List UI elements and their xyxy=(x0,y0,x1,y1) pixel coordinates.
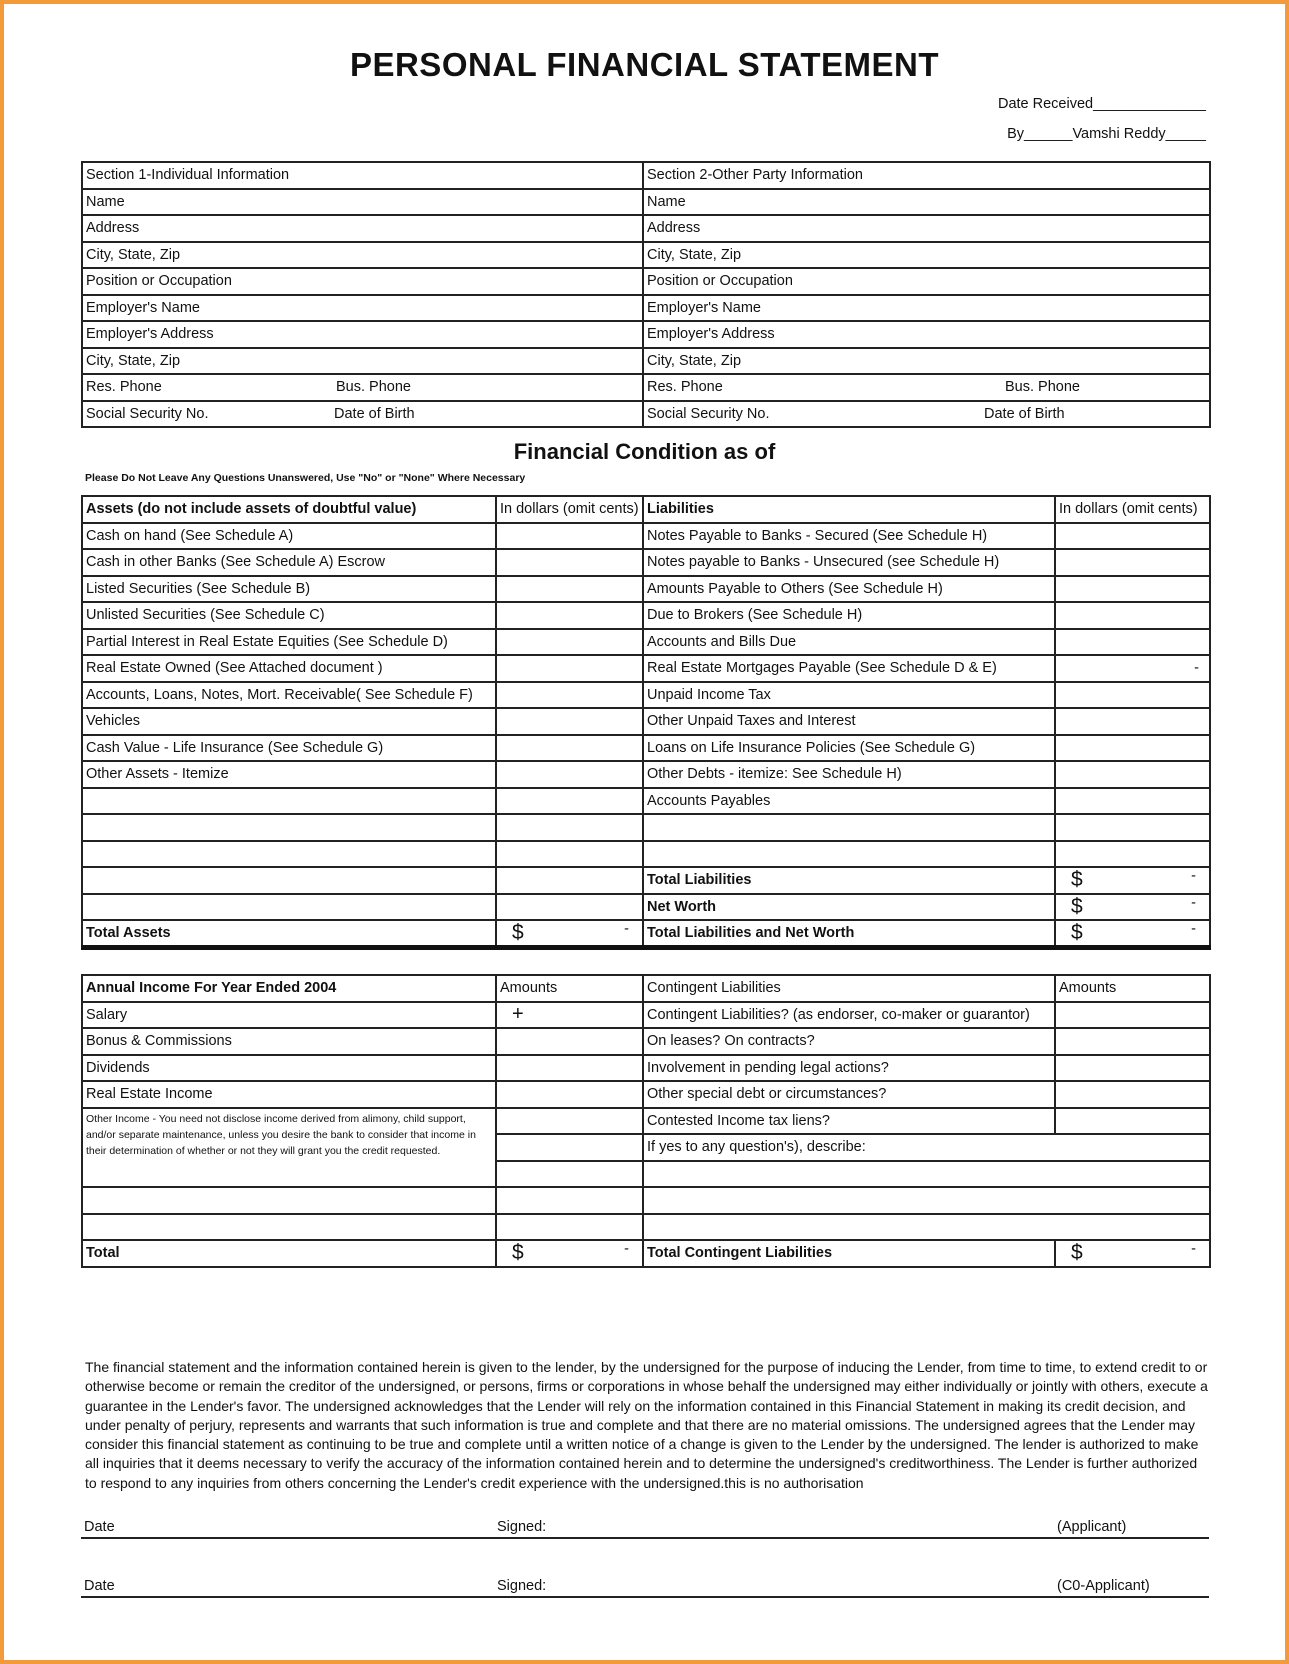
liability-label: Unpaid Income Tax xyxy=(643,682,1055,709)
other-party-info-field[interactable]: City, State, Zip xyxy=(643,348,1210,375)
asset-amount-cell[interactable] xyxy=(496,549,643,576)
signed-label: Signed: xyxy=(497,1578,547,1594)
bus-phone-label: Bus. Phone xyxy=(336,379,411,396)
income-amount-cell[interactable] xyxy=(496,1161,643,1188)
liability-label: Amounts Payable to Others (See Schedule H) xyxy=(643,576,1055,603)
info-field-pair[interactable] xyxy=(643,401,1210,428)
blank-row xyxy=(82,1187,1210,1214)
liability-amount-cell[interactable] xyxy=(1055,761,1210,788)
plus-mark: + xyxy=(512,1003,524,1026)
res-phone-label: Res. Phone xyxy=(86,379,162,396)
individual-info-field[interactable]: City, State, Zip xyxy=(82,242,643,269)
asset-label: Listed Securities (See Schedule B) xyxy=(82,576,496,603)
other-party-info-field[interactable]: City, State, Zip xyxy=(643,242,1210,269)
asset-label xyxy=(82,894,496,921)
liability-amount-cell[interactable] xyxy=(1055,814,1210,841)
liability-label: Real Estate Mortgages Payable (See Schedule D & E) xyxy=(643,655,1055,682)
assets-header: Assets (do not include assets of doubtful value) xyxy=(82,496,496,523)
liability-amount-cell[interactable] xyxy=(1055,708,1210,735)
asset-label xyxy=(82,788,496,815)
asset-liability-row xyxy=(82,655,1210,682)
info-row xyxy=(82,242,1210,269)
other-party-info-field[interactable]: Address xyxy=(643,215,1210,242)
income-contingent-row xyxy=(82,1028,1210,1055)
liabilities-amount-header: In dollars (omit cents) xyxy=(1055,496,1210,523)
liability-label: Notes Payable to Banks - Secured (See Schedule H) xyxy=(643,523,1055,550)
income-amount-cell[interactable] xyxy=(496,1028,643,1055)
liability-amount-cell[interactable] xyxy=(1055,602,1210,629)
asset-amount-cell[interactable] xyxy=(496,708,643,735)
contingent-amount-cell[interactable] xyxy=(1055,1081,1210,1108)
liability-amount-cell[interactable] xyxy=(1055,841,1210,868)
total-liabilities-net-worth-label: Total Liabilities and Net Worth xyxy=(643,920,1055,948)
liability-label: Other Unpaid Taxes and Interest xyxy=(643,708,1055,735)
income-amount-cell[interactable] xyxy=(496,1108,643,1135)
contingent-amount-cell[interactable] xyxy=(1055,1028,1210,1055)
asset-amount-cell[interactable] xyxy=(496,788,643,815)
income-label: Real Estate Income xyxy=(82,1081,496,1108)
contingent-question: Involvement in pending legal actions? xyxy=(643,1055,1055,1082)
salary-amount-cell[interactable] xyxy=(496,1002,643,1029)
bus-phone-label: Bus. Phone xyxy=(1005,379,1080,396)
dollar-sign: $ xyxy=(1071,921,1083,944)
liability-label: Other Debts - itemize: See Schedule H) xyxy=(643,761,1055,788)
income-amount-cell[interactable] xyxy=(496,1214,643,1241)
asset-amount-cell[interactable] xyxy=(496,894,643,921)
contingent-amount-cell[interactable] xyxy=(1055,1002,1210,1029)
total-liabilities-net-worth-amount[interactable] xyxy=(1055,920,1210,948)
ssn-label: Social Security No. xyxy=(647,405,770,422)
asset-amount-cell[interactable] xyxy=(496,629,643,656)
asset-label: Partial Interest in Real Estate Equities (See Schedule D) xyxy=(82,629,496,656)
date-label: Date xyxy=(84,1519,115,1535)
income-contingent-row xyxy=(82,1002,1210,1029)
income-total-label: Total xyxy=(82,1240,496,1267)
info-field-pair[interactable] xyxy=(82,374,643,401)
asset-label xyxy=(82,814,496,841)
income-header: Annual Income For Year Ended 2004 xyxy=(82,975,496,1002)
individual-info-field[interactable]: Employer's Address xyxy=(82,321,643,348)
assets-amount-header: In dollars (omit cents) xyxy=(496,496,643,523)
asset-liability-row xyxy=(82,523,1210,550)
info-row xyxy=(82,348,1210,375)
asset-liability-row xyxy=(82,735,1210,762)
individual-info-field[interactable]: City, State, Zip xyxy=(82,348,643,375)
liability-amount-cell[interactable]: - xyxy=(1055,655,1210,682)
info-field-pair[interactable] xyxy=(643,374,1210,401)
asset-liability-row xyxy=(82,682,1210,709)
asset-amount-cell[interactable] xyxy=(496,523,643,550)
info-row xyxy=(82,268,1210,295)
other-party-info-field[interactable]: Name xyxy=(643,189,1210,216)
describe-field[interactable] xyxy=(643,1161,1210,1188)
asset-amount-cell[interactable] xyxy=(496,735,643,762)
amount-dash: - xyxy=(1191,894,1196,911)
liability-amount-cell[interactable] xyxy=(1055,576,1210,603)
asset-amount-cell[interactable] xyxy=(496,814,643,841)
income-amount-cell[interactable] xyxy=(496,1187,643,1214)
totals-row xyxy=(82,920,1210,948)
total-contingent-label: Total Contingent Liabilities xyxy=(643,1240,1055,1267)
dollar-sign: $ xyxy=(1071,868,1083,892)
res-phone-label: Res. Phone xyxy=(647,379,723,396)
contingent-question: Contingent Liabilities? (as endorser, co-maker or guarantor) xyxy=(643,1002,1055,1029)
liability-amount-cell[interactable] xyxy=(1055,735,1210,762)
income-blank-cell[interactable] xyxy=(82,1214,496,1241)
contingent-header: Contingent Liabilities xyxy=(643,975,1055,1002)
asset-liability-row xyxy=(82,629,1210,656)
income-amount-cell[interactable] xyxy=(496,1134,643,1161)
info-row xyxy=(82,162,1210,189)
financial-condition-heading: Financial Condition as of xyxy=(513,439,776,464)
section-1-heading: Section 1-Individual Information xyxy=(82,162,643,189)
amount-dash: - xyxy=(624,1241,629,1258)
contingent-question: On leases? On contracts? xyxy=(643,1028,1055,1055)
dob-label: Date of Birth xyxy=(984,405,1065,422)
date-label: Date xyxy=(84,1578,115,1594)
blank-row xyxy=(82,1214,1210,1241)
amount-dash: - xyxy=(1191,868,1196,885)
asset-label: Accounts, Loans, Notes, Mort. Receivable( See Schedule F) xyxy=(82,682,496,709)
asset-liability-row xyxy=(82,708,1210,735)
liability-label: Loans on Life Insurance Policies (See Schedule G) xyxy=(643,735,1055,762)
instructions-note: Please Do Not Leave Any Questions Unanswered, Use "No" or "None" Where Necessary xyxy=(85,472,526,484)
describe-field[interactable] xyxy=(643,1214,1210,1241)
asset-liability-row xyxy=(82,788,1210,815)
asset-label: Real Estate Owned (See Attached document ) xyxy=(82,655,496,682)
asset-label xyxy=(82,841,496,868)
asset-liability-row xyxy=(82,894,1210,921)
income-contingent-row xyxy=(82,1055,1210,1082)
signed-label: Signed: xyxy=(497,1519,547,1535)
info-field-pair[interactable] xyxy=(82,401,643,428)
dob-label: Date of Birth xyxy=(334,405,415,422)
liabilities-header: Liabilities xyxy=(643,496,1055,523)
amount-dash: - xyxy=(1191,1241,1196,1258)
dollar-sign: $ xyxy=(1071,1241,1083,1265)
asset-label xyxy=(82,867,496,894)
income-amount-cell[interactable] xyxy=(496,1081,643,1108)
total-contingent-amount[interactable] xyxy=(1055,1240,1210,1267)
asset-amount-cell[interactable] xyxy=(496,841,643,868)
legal-disclaimer: The financial statement and the information contained herein is given to the lender, by the undersigned for the purpose of inducing the Lender, from time to time, to extend credit to or otherwise become or remain the creditor of the undersigned, or persons, firms or corporations in whose behalf the undersigned may either individually or jointly with others, execute a guarantee in the Lender's favor. The undersigned acknowledges that the Lender will rely on the information contained in this Financial Statement in making its credit decision, and under penalty of perjury, represents and warrants that such information is true and complete and that there are no material omissions. The undersigned agrees that the Lender may consider this financial statement as continuing to be true and complete until a written notice of a change is given to the Lender by the undersigned. The lender is authorized to make all inquiries that it deems necessary to verify the accuracy of the information contained herein and to determine the undersigned's creditworthiness. The Lender is further authorized to respond to any inquiries from others concerning the Lender's credit experience with the undersigned.this is no authorisation xyxy=(85,1359,1208,1491)
contingent-amount-cell[interactable] xyxy=(1055,1108,1210,1135)
other-party-info-field[interactable]: Employer's Address xyxy=(643,321,1210,348)
asset-label: Cash on hand (See Schedule A) xyxy=(82,523,496,550)
dollar-sign: $ xyxy=(1071,894,1083,918)
info-row xyxy=(82,321,1210,348)
amount-dash: - xyxy=(624,921,629,937)
section-2-heading: Section 2-Other Party Information xyxy=(643,162,1210,189)
asset-amount-cell[interactable] xyxy=(496,655,643,682)
other-income-note: Other Income - You need not disclose income derived from alimony, child support, and/or separate maintenance, unless you desire the bank to consider that income in their determination of whether or not they will grant you the credit requested. xyxy=(82,1108,496,1188)
income-amount-cell[interactable] xyxy=(496,1055,643,1082)
income-label: Dividends xyxy=(82,1055,496,1082)
ssn-label: Social Security No. xyxy=(86,405,209,422)
info-row xyxy=(82,215,1210,242)
individual-info-field[interactable]: Name xyxy=(82,189,643,216)
asset-label: Unlisted Securities (See Schedule C) xyxy=(82,602,496,629)
asset-liability-row xyxy=(82,602,1210,629)
other-income-row xyxy=(82,1108,1210,1135)
info-row xyxy=(82,189,1210,216)
income-contingent-header-row xyxy=(82,975,1210,1002)
net-worth-label: Net Worth xyxy=(643,894,1055,921)
applicant-label: (Applicant) xyxy=(1057,1519,1127,1535)
income-total-row xyxy=(82,1240,1210,1267)
other-party-info-field[interactable]: Employer's Name xyxy=(643,295,1210,322)
asset-liability-row xyxy=(82,867,1210,894)
page-title: PERSONAL FINANCIAL STATEMENT xyxy=(349,46,940,83)
date-received-field[interactable]: Date Received______________ xyxy=(997,96,1206,112)
income-label: Salary xyxy=(82,1002,496,1029)
total-liabilities-amount[interactable] xyxy=(1055,867,1210,894)
income-label: Bonus & Commissions xyxy=(82,1028,496,1055)
asset-liability-row xyxy=(82,814,1210,841)
individual-info-field[interactable]: Position or Occupation xyxy=(82,268,643,295)
liability-label: Due to Brokers (See Schedule H) xyxy=(643,602,1055,629)
total-liabilities-label: Total Liabilities xyxy=(643,867,1055,894)
income-total-amount[interactable] xyxy=(496,1240,643,1267)
liability-label xyxy=(643,814,1055,841)
income-blank-cell[interactable] xyxy=(82,1187,496,1214)
asset-liability-row xyxy=(82,549,1210,576)
personal-info-table xyxy=(81,161,1211,428)
net-worth-amount[interactable] xyxy=(1055,894,1210,921)
co-applicant-signature-line[interactable] xyxy=(81,1576,1209,1598)
individual-info-field[interactable]: Address xyxy=(82,215,643,242)
asset-amount-cell[interactable] xyxy=(496,602,643,629)
assets-liabilities-header-row xyxy=(82,496,1210,523)
income-contingent-row xyxy=(82,1081,1210,1108)
total-assets-label: Total Assets xyxy=(82,920,496,948)
contingent-question: Contested Income tax liens? xyxy=(643,1108,1055,1135)
liability-amount-cell[interactable] xyxy=(1055,523,1210,550)
liability-label: Accounts Payables xyxy=(643,788,1055,815)
applicant-signature-line[interactable] xyxy=(81,1517,1209,1539)
describe-field[interactable] xyxy=(643,1187,1210,1214)
phone-row xyxy=(82,374,1210,401)
liability-label: Notes payable to Banks - Unsecured (see Schedule H) xyxy=(643,549,1055,576)
asset-label: Cash Value - Life Insurance (See Schedule G) xyxy=(82,735,496,762)
liability-label xyxy=(643,841,1055,868)
info-row xyxy=(82,295,1210,322)
asset-amount-cell[interactable] xyxy=(496,576,643,603)
liability-label: Accounts and Bills Due xyxy=(643,629,1055,656)
asset-liability-row xyxy=(82,576,1210,603)
dollar-sign: $ xyxy=(512,1241,524,1265)
income-amount-header: Amounts xyxy=(496,975,643,1002)
liability-amount-cell[interactable] xyxy=(1055,788,1210,815)
dollar-sign: $ xyxy=(512,921,524,944)
amount-dash: - xyxy=(1191,921,1196,937)
contingent-amount-cell[interactable] xyxy=(1055,1055,1210,1082)
individual-info-field[interactable]: Employer's Name xyxy=(82,295,643,322)
asset-amount-cell[interactable] xyxy=(496,682,643,709)
other-party-info-field[interactable]: Position or Occupation xyxy=(643,268,1210,295)
liability-amount-cell[interactable] xyxy=(1055,549,1210,576)
asset-liability-row xyxy=(82,841,1210,868)
assets-liabilities-table xyxy=(81,495,1211,950)
income-contingent-table xyxy=(81,974,1211,1268)
liability-amount-cell[interactable] xyxy=(1055,629,1210,656)
asset-amount-cell[interactable] xyxy=(496,867,643,894)
asset-label: Cash in other Banks (See Schedule A) Escrow xyxy=(82,549,496,576)
asset-label: Vehicles xyxy=(82,708,496,735)
describe-label: If yes to any question's), describe: xyxy=(643,1134,1210,1161)
asset-liability-row xyxy=(82,761,1210,788)
contingent-question: Other special debt or circumstances? xyxy=(643,1081,1055,1108)
liability-amount-cell[interactable] xyxy=(1055,682,1210,709)
asset-amount-cell[interactable] xyxy=(496,761,643,788)
ssn-row xyxy=(82,401,1210,428)
contingent-amount-header: Amounts xyxy=(1055,975,1210,1002)
received-by-field[interactable]: By______Vamshi Reddy_____ xyxy=(1007,126,1206,142)
total-assets-amount[interactable] xyxy=(496,920,643,948)
co-applicant-label: (C0-Applicant) xyxy=(1057,1578,1150,1594)
asset-label: Other Assets - Itemize xyxy=(82,761,496,788)
